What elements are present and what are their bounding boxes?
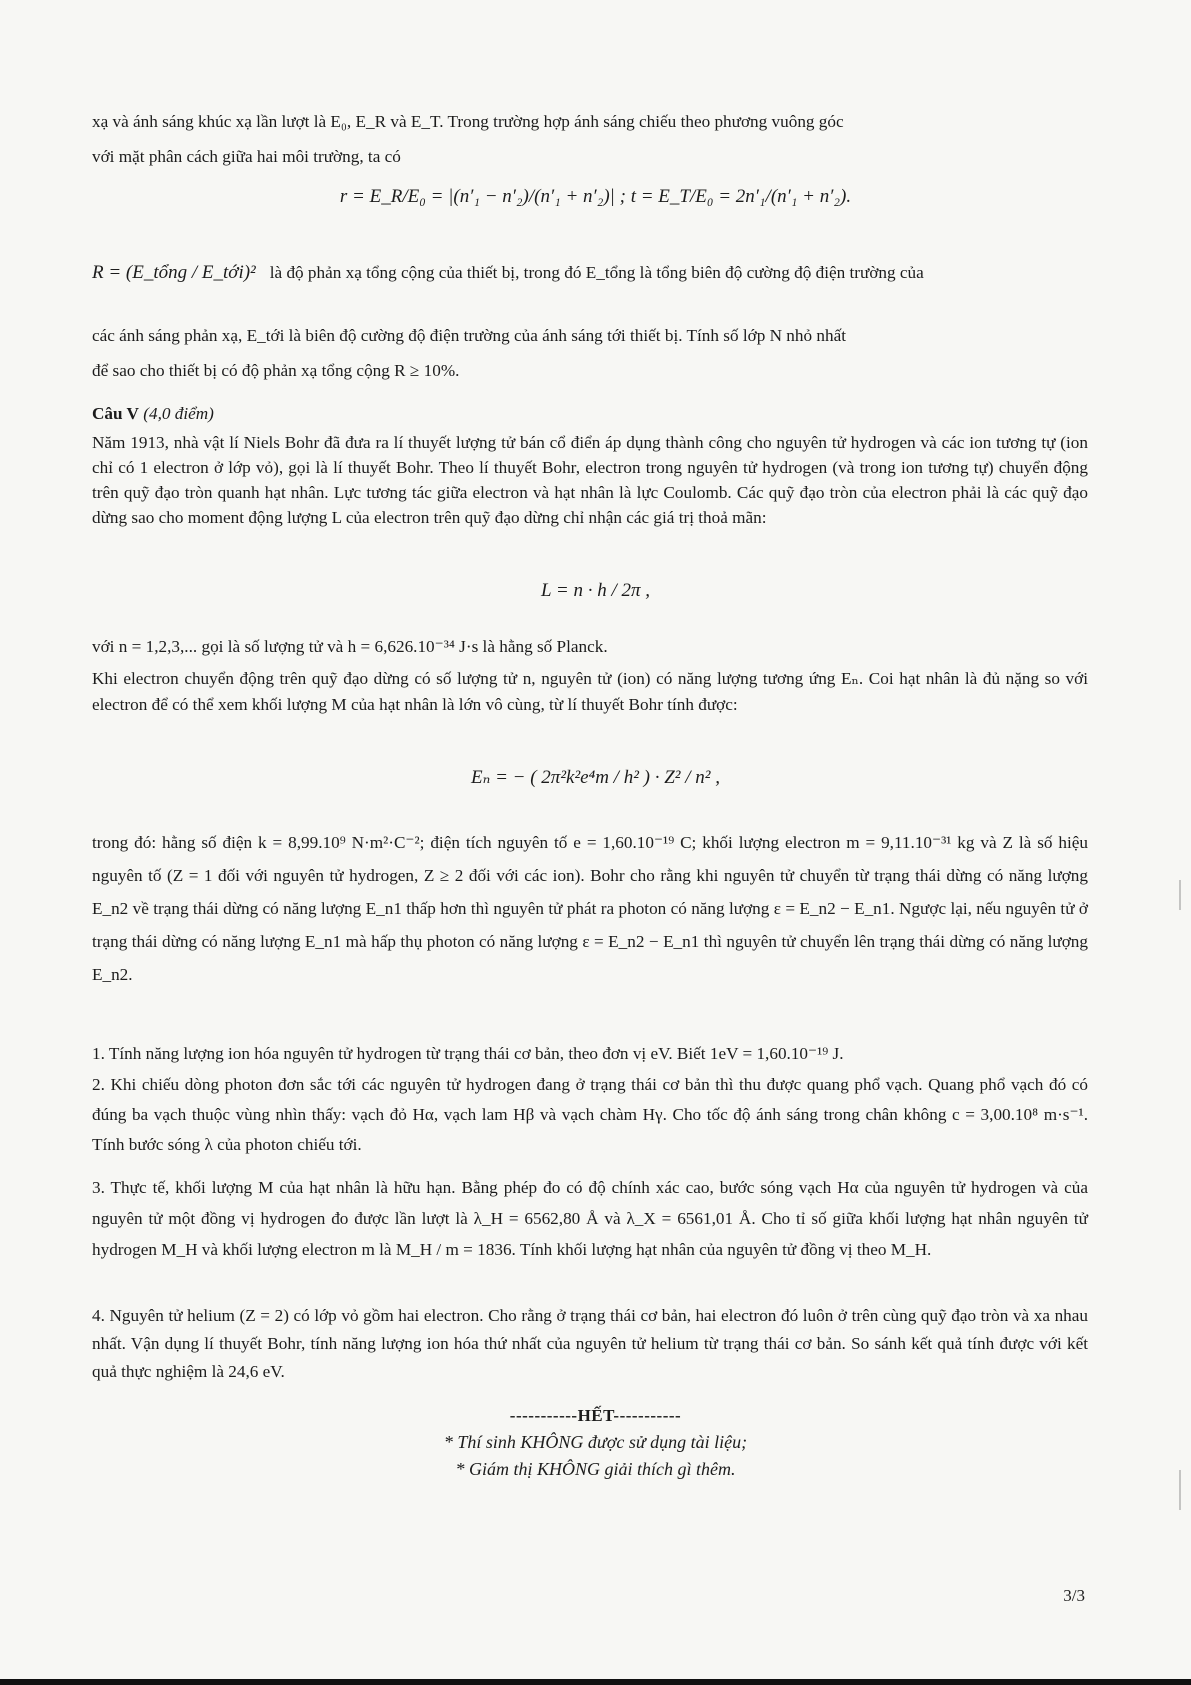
question-title: Câu V (92, 404, 139, 423)
r-total-line (92, 262, 1088, 284)
intro-line-1: xạ và ánh sáng khúc xạ lần lượt là E₀, E_R và E_T. Trong trường hợp ánh sáng chiếu theo phương vuông góc (92, 112, 844, 131)
scan-edge-mark (1179, 1470, 1181, 1510)
planck-paragraph: với n = 1,2,3,... gọi là số lượng tử và h = 6,626.10⁻³⁴ J·s là hằng số Planck. (92, 637, 608, 656)
end-marker: -----------HẾT----------- (509, 1406, 682, 1425)
intro-block (92, 104, 1088, 174)
page-number: 3/3 (1063, 1586, 1085, 1605)
scan-edge-mark (1179, 880, 1181, 910)
scan-bottom-strip (0, 1679, 1191, 1685)
formula-r-total: R = (E_tổng / E_tới)² (92, 262, 256, 283)
r-total-block (92, 318, 1088, 388)
r-total-text-2: các ánh sáng phản xạ, E_tới là biên độ cường độ điện trường của ánh sáng tới thiết bị. Tính số lớp N nhỏ nhất (92, 326, 846, 345)
formula-energy-levels: Eₙ = − ( 2π²k²e⁴m / h² ) · Z² / n² , (471, 767, 720, 788)
r-total-text-1: là độ phản xạ tổng cộng của thiết bị, trong đó E_tổng là tổng biên độ cường độ điện trường của (269, 263, 924, 282)
sub-question-3: 3. Thực tế, khối lượng M của hạt nhân là hữu hạn. Bằng phép đo có độ chính xác cao, bước sóng vạch Hα của nguyên tử hydrogen và của nguyên tử một đồng vị hydrogen đo được lần lượt là λ_H = 6562,80 Å và λ_X = 6561,01 Å. Cho tỉ số giữa khối lượng hạt nhân nguyên tử hydrogen M_H và khối lượng electron m là M_H / m = 1836. Tính khối lượng hạt nhân của nguyên tử đồng vị theo M_H. (92, 1178, 1088, 1259)
exam-footer (0, 1406, 1191, 1480)
sub-question-1: 1. Tính năng lượng ion hóa nguyên tử hydrogen từ trạng thái cơ bản, theo đơn vị eV. Biết 1eV = 1,60.10⁻¹⁹ J. (92, 1044, 844, 1063)
question-5-heading (92, 396, 1088, 431)
r-total-text-3: để sao cho thiết bị có độ phản xạ tổng cộng R ≥ 10%. (92, 361, 460, 380)
constants-paragraph: trong đó: hằng số điện k = 8,99.10⁹ N·m²·C⁻²; điện tích nguyên tố e = 1,60.10⁻¹⁹ C; khối lượng electron m = 9,11.10⁻³¹ kg và Z là số hiệu nguyên tố (Z = 1 đối với nguyên tử hydrogen, Z ≥ 2 đối với các ion). Bohr cho rằng khi nguyên tử chuyển từ trạng thái dừng có năng lượng E_n2 về trạng thái dừng có năng lượng E_n1 thấp hơn thì nguyên tử phát ra photon có năng lượng ε = E_n2 − E_n1. Ngược lại, nếu nguyên tử ở trạng thái dừng có năng lượng E_n1 mà hấp thụ photon có năng lượng ε = E_n2 − E_n1 thì nguyên tử chuyển lên trạng thái dừng có năng lượng E_n2. (92, 833, 1088, 984)
question-points: (4,0 điểm) (143, 404, 214, 423)
intro-line-2: với mặt phân cách giữa hai môi trường, ta có (92, 147, 401, 166)
footer-note-2: * Giám thị KHÔNG giải thích gì thêm. (455, 1459, 736, 1479)
footer-note-1: * Thí sinh KHÔNG được sử dụng tài liệu; (443, 1432, 748, 1452)
sub-question-2: 2. Khi chiếu dòng photon đơn sắc tới các nguyên tử hydrogen đang ở trạng thái cơ bản thì thu được quang phổ vạch. Quang phổ vạch đó có đúng ba vạch thuộc vùng nhìn thấy: vạch đỏ Hα, vạch lam Hβ và vạch chàm Hγ. Cho tốc độ ánh sáng trong chân không c = 3,00.10⁸ m·s⁻¹. Tính bước sóng λ của photon chiếu tới. (92, 1075, 1088, 1154)
sub-question-4: 4. Nguyên tử helium (Z = 2) có lớp vỏ gồm hai electron. Cho rằng ở trạng thái cơ bản, hai electron đó luôn ở trên cùng quỹ đạo tròn và xa nhau nhất. Vận dụng lí thuyết Bohr, tính năng lượng ion hóa thứ nhất của nguyên tử helium từ trạng thái cơ bản. So sánh kết quả tính được với kết quả thực nghiệm là 24,6 eV. (92, 1306, 1088, 1381)
bohr-intro-paragraph: Năm 1913, nhà vật lí Niels Bohr đã đưa ra lí thuyết lượng tử bán cổ điển áp dụng thành công cho nguyên tử hydrogen và các ion tương tự (ion chỉ có 1 electron ở lớp vỏ), gọi là lí thuyết Bohr. Theo lí thuyết Bohr, electron trong nguyên tử hydrogen (và trong ion tương tự) chuyển động trên quỹ đạo tròn quanh hạt nhân. Lực tương tác giữa electron và hạt nhân là lực Coulomb. Các quỹ đạo tròn của electron phải là các quỹ đạo dừng sao cho moment động lượng L của electron trên quỹ đạo dừng chỉ nhận các giá trị thoả mãn: (92, 433, 1088, 527)
formula-angular-momentum: L = n · h / 2π , (540, 580, 651, 601)
formula-r-t: r = E_R/E₀ = |(n′₁ − n′₂)/(n′₁ + n′₂)| ; t = E_T/E₀ = 2n′₁/(n′₁ + n′₂). (339, 186, 852, 207)
energy-levels-paragraph: Khi electron chuyển động trên quỹ đạo dừng có số lượng tử n, nguyên tử (ion) có năng lượng tương ứng Eₙ. Coi hạt nhân là đủ nặng so với electron để có thể xem khối lượng M của hạt nhân là lớn vô cùng, từ lí thuyết Bohr tính được: (92, 669, 1088, 714)
